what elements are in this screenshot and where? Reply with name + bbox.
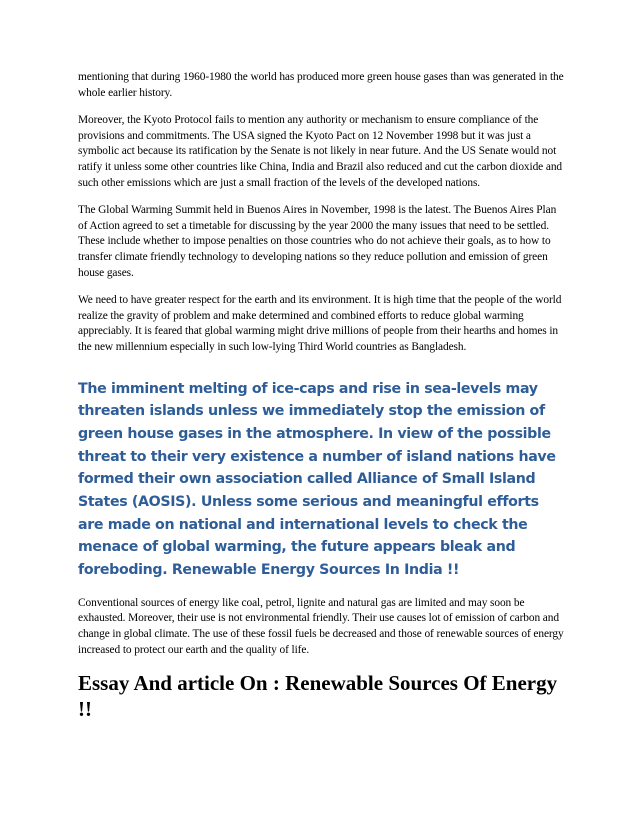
document-page — [78, 70, 566, 722]
paragraph-conventional-energy: Conventional sources of energy like coal, petrol, lignite and natural gas are limited and may soon be exhausted. Moreover, their use is not environmental friendly. Their use causes lot of emission of carbon and change in global climate. The use of these fossil fuels be decreased and those of renewable sources of energy increased to protect our earth and the quality of life. — [78, 596, 564, 656]
paragraph-emissions-history: mentioning that during 1960-1980 the world has produced more green house gases than was generated in the whole earlier history. — [78, 71, 564, 99]
paragraph-buenos-aires-summit: The Global Warming Summit held in Buenos Aires in November, 1998 is the latest. The Buenos Aires Plan of Action agreed to set a timetable for discussing by the year 2000 the many issues that need to be settled. These include whether to impose penalties on those countries who do not achieve their goals, as to how to transfer climate friendly technology to developing nations so they reduce pollution and emission of green house gases. — [78, 204, 557, 279]
paragraph-respect-earth: We need to have greater respect for the earth and its environment. It is high time that the people of the world realize the gravity of problem and make determined and combined efforts to reduce global warming appreciably. It is feared that global warming might drive millions of people from their hearths and homes in the new millennium especially in such low-lying Third World countries as Bangladesh. — [78, 294, 562, 353]
essay-title: Essay And article On : Renewable Sources Of Energy !! — [78, 671, 558, 722]
highlighted-paragraph: The imminent melting of ice-caps and rise in sea-levels may threaten islands unless we immediately stop the emission of green house gases in the atmosphere. In view of the possible threat to their very existence a number of island nations have formed their own association called Alliance of Small Island States (AOSIS). Unless some serious and meaningful efforts are made on national and international levels to check the menace of global warming, the future appears bleak and foreboding. Renewable Energy Sources In India !! — [78, 380, 556, 579]
paragraph-kyoto-protocol: Moreover, the Kyoto Protocol fails to mention any authority or mechanism to ensure compliance of the provisions and commitments. The USA signed the Kyoto Pact on 12 November 1998 but it was just a symbolic act because its ratification by the Senate is not likely in near future. And the US Senate would not ratify it unless some other countries like China, India and Brazil also reduced and cut the carbon dioxide and such other emissions which are just a small fraction of the levels of the developed nations. — [78, 114, 563, 189]
